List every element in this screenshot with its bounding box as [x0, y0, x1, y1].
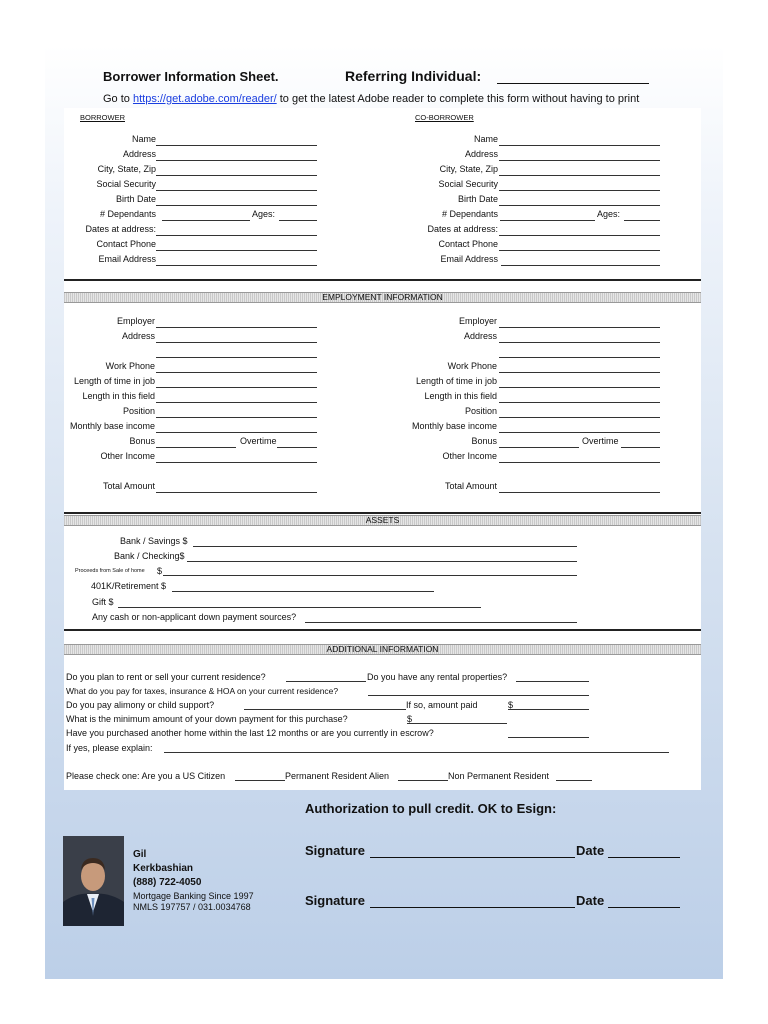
q-non-permanent-field[interactable]: [556, 780, 592, 781]
monthly-income-label: Monthly base income: [69, 421, 155, 431]
agent-photo: [63, 836, 124, 926]
assets-band: ASSETS: [64, 515, 701, 526]
divider: [64, 279, 701, 281]
co-borrower-ssn-label: Social Security: [438, 179, 498, 189]
co-borrower-ages-label: Ages:: [597, 209, 621, 219]
divider: [64, 512, 701, 514]
co-length-in-field-label: Length in this field: [424, 391, 497, 401]
form-body: [64, 108, 701, 790]
borrower-email-label: Email Address: [98, 254, 156, 264]
co-total-amount-label: Total Amount: [444, 481, 497, 491]
co-total-amount-field[interactable]: [499, 492, 660, 493]
q-amount-paid-label: If so, amount paid: [406, 700, 478, 710]
co-monthly-income-label: Monthly base income: [411, 421, 497, 431]
time-in-job-label: Length of time in job: [73, 376, 155, 386]
overtime-field[interactable]: [277, 447, 317, 448]
additional-band: ADDITIONAL INFORMATION: [64, 644, 701, 655]
bonus-label: Bonus: [129, 436, 155, 446]
q-amount-paid-field[interactable]: [508, 709, 589, 710]
employer-label: Employer: [116, 316, 155, 326]
bank-checking-label: Bank / Checking$: [114, 551, 185, 561]
q-taxes-field[interactable]: [368, 695, 589, 696]
adobe-reader-link[interactable]: https://get.adobe.com/reader/: [132, 93, 277, 105]
co-borrower-ssn-field[interactable]: [499, 190, 660, 191]
gift-field[interactable]: [118, 607, 481, 608]
q-permanent-label: Permanent Resident Alien: [285, 771, 390, 781]
borrower-address-field[interactable]: [156, 160, 317, 161]
other-income-field[interactable]: [156, 462, 317, 463]
q-alimony-field[interactable]: [244, 709, 406, 710]
q-taxes-label: What do you pay for taxes, insurance & HOA on your current residence?: [66, 686, 339, 696]
other-sources-label: Any cash or non-applicant down payment sources?: [92, 612, 297, 622]
borrower-name-field[interactable]: [156, 145, 317, 146]
agent-since: Mortgage Banking Since 1997: [133, 891, 254, 901]
position-field[interactable]: [156, 417, 317, 418]
co-work-phone-label: Work Phone: [447, 361, 497, 371]
bank-savings-label: Bank / Savings $: [120, 536, 188, 546]
q-explain-label: If yes, please explain:: [66, 743, 153, 753]
employer-field[interactable]: [156, 327, 317, 328]
co-other-income-field[interactable]: [499, 462, 660, 463]
total-amount-field[interactable]: [156, 492, 317, 493]
agent-first-name: Gil: [133, 849, 147, 860]
q-amount-dollar: $: [508, 700, 514, 710]
q-rental-properties-label: Do you have any rental properties?: [367, 672, 508, 682]
co-bonus-field[interactable]: [499, 447, 579, 448]
q-purchased-field[interactable]: [508, 737, 589, 738]
date-field-2[interactable]: [608, 907, 680, 908]
work-phone-field[interactable]: [156, 372, 317, 373]
referring-individual-label: Referring Individual:: [345, 68, 482, 84]
length-in-field-label: Length in this field: [82, 391, 155, 401]
q-down-payment-field[interactable]: [407, 723, 507, 724]
co-time-in-job-field[interactable]: [499, 387, 660, 388]
employer-address-field[interactable]: [156, 342, 317, 343]
employer-address-label: Address: [121, 331, 155, 341]
gift-label: Gift $: [92, 597, 114, 607]
co-borrower-dates-label: Dates at address:: [427, 224, 498, 234]
q-us-citizen-field[interactable]: [235, 780, 285, 781]
q-us-citizen-label: Please check one: Are you a US Citizen: [66, 771, 226, 781]
borrower-phone-label: Contact Phone: [96, 239, 156, 249]
co-borrower-email-label: Email Address: [440, 254, 498, 264]
agent-last-name: Kerkbashian: [133, 863, 194, 874]
signature-label-2: Signature: [305, 893, 365, 908]
borrower-ssn-label: Social Security: [96, 179, 156, 189]
co-borrower-city-field[interactable]: [499, 175, 660, 176]
borrower-ages-label: Ages:: [252, 209, 276, 219]
signature-field-2[interactable]: [370, 907, 575, 908]
borrower-birthdate-label: Birth Date: [115, 194, 156, 204]
co-overtime-label: Overtime: [582, 436, 619, 446]
borrower-name-label: Name: [131, 134, 156, 144]
borrower-heading: BORROWER: [80, 113, 125, 122]
other-sources-field[interactable]: [305, 622, 577, 623]
co-employer-address-label: Address: [463, 331, 497, 341]
co-borrower-dependants-label: # Dependants: [441, 209, 498, 219]
co-borrower-dates-field[interactable]: [499, 235, 660, 236]
co-employer-label: Employer: [458, 316, 497, 326]
total-amount-label: Total Amount: [102, 481, 155, 491]
q-down-payment-label: What is the minimum amount of your down payment for this purchase?: [66, 714, 348, 724]
co-position-field[interactable]: [499, 417, 660, 418]
proceeds-label: Proceeds from Sale of home: [75, 568, 145, 574]
borrower-dependants-field[interactable]: [162, 220, 250, 221]
adobe-reader-note: [103, 93, 639, 105]
borrower-email-field[interactable]: [156, 265, 317, 266]
agent-nmls: NMLS 197757 / 031.0034768: [133, 902, 251, 912]
borrower-birthdate-field[interactable]: [156, 205, 317, 206]
time-in-job-field[interactable]: [156, 387, 317, 388]
co-employer-address-field[interactable]: [499, 342, 660, 343]
date-label-1: Date: [576, 843, 605, 858]
date-field-1[interactable]: [608, 857, 680, 858]
co-employer-address-field-2[interactable]: [499, 357, 660, 358]
bank-savings-field[interactable]: [193, 546, 577, 547]
co-monthly-income-field[interactable]: [499, 432, 660, 433]
co-borrower-address-field[interactable]: [499, 160, 660, 161]
borrower-ages-field[interactable]: [279, 220, 317, 221]
co-borrower-heading: CO-BORROWER: [415, 113, 474, 122]
co-borrower-ages-field[interactable]: [624, 220, 660, 221]
co-borrower-dependants-field[interactable]: [500, 220, 595, 221]
agent-phone: (888) 722-4050: [133, 877, 202, 888]
borrower-dates-field[interactable]: [156, 235, 317, 236]
signature-field-1[interactable]: [370, 857, 575, 858]
borrower-dates-label: Dates at address:: [85, 224, 156, 234]
date-label-2: Date: [576, 893, 605, 908]
co-borrower-name-label: Name: [473, 134, 498, 144]
co-borrower-birthdate-label: Birth Date: [457, 194, 498, 204]
q-rental-properties-field[interactable]: [516, 681, 589, 682]
co-borrower-birthdate-field[interactable]: [499, 205, 660, 206]
co-bonus-label: Bonus: [471, 436, 497, 446]
proceeds-field[interactable]: [163, 575, 577, 576]
note-suffix: to get the latest Adobe reader to complete this form without having to print: [276, 93, 640, 105]
co-borrower-phone-label: Contact Phone: [438, 239, 498, 249]
bonus-field[interactable]: [156, 447, 236, 448]
q-non-permanent-label: Non Permanent Resident: [448, 771, 550, 781]
employer-address-field-2[interactable]: [156, 357, 317, 358]
monthly-income-field[interactable]: [156, 432, 317, 433]
signature-label-1: Signature: [305, 843, 365, 858]
overtime-label: Overtime: [240, 436, 277, 446]
co-overtime-field[interactable]: [621, 447, 660, 448]
bank-checking-field[interactable]: [187, 561, 577, 562]
borrower-phone-field[interactable]: [156, 250, 317, 251]
borrower-address-label: Address: [122, 149, 156, 159]
q-purchased-label: Have you purchased another home within the last 12 months or are you currently in escrow?: [66, 728, 434, 738]
position-label: Position: [122, 406, 155, 416]
retirement-field[interactable]: [172, 591, 434, 592]
co-borrower-name-field[interactable]: [499, 145, 660, 146]
note-prefix: Go to: [103, 93, 133, 105]
divider: [64, 629, 701, 631]
co-position-label: Position: [464, 406, 497, 416]
co-borrower-phone-field[interactable]: [499, 250, 660, 251]
q-permanent-field[interactable]: [398, 780, 448, 781]
form-title: Borrower Information Sheet.: [103, 69, 279, 84]
employment-band: EMPLOYMENT INFORMATION: [64, 292, 701, 303]
referring-individual-field[interactable]: [497, 83, 649, 84]
co-other-income-label: Other Income: [442, 451, 497, 461]
retirement-label: 401K/Retirement $: [91, 581, 167, 591]
other-income-label: Other Income: [100, 451, 155, 461]
co-borrower-city-label: City, State, Zip: [439, 164, 498, 174]
borrower-city-field[interactable]: [156, 175, 317, 176]
q-alimony-label: Do you pay alimony or child support?: [66, 700, 215, 710]
co-borrower-email-field[interactable]: [501, 265, 660, 266]
borrower-city-label: City, State, Zip: [97, 164, 156, 174]
agent-portrait-icon: [63, 836, 124, 926]
work-phone-label: Work Phone: [105, 361, 155, 371]
authorization-title: Authorization to pull credit. OK to Esign:: [305, 801, 557, 816]
q-explain-field[interactable]: [164, 752, 669, 753]
co-length-in-field-field[interactable]: [499, 402, 660, 403]
co-work-phone-field[interactable]: [499, 372, 660, 373]
length-in-field-field[interactable]: [156, 402, 317, 403]
co-time-in-job-label: Length of time in job: [415, 376, 497, 386]
q-rent-sell-field[interactable]: [286, 681, 366, 682]
co-employer-field[interactable]: [499, 327, 660, 328]
q-rent-sell-label: Do you plan to rent or sell your current residence?: [66, 672, 266, 682]
proceeds-dollar: $: [157, 566, 163, 576]
borrower-ssn-field[interactable]: [156, 190, 317, 191]
borrower-dependants-label: # Dependants: [99, 209, 156, 219]
co-borrower-address-label: Address: [464, 149, 498, 159]
q-down-payment-dollar: $: [407, 714, 413, 724]
